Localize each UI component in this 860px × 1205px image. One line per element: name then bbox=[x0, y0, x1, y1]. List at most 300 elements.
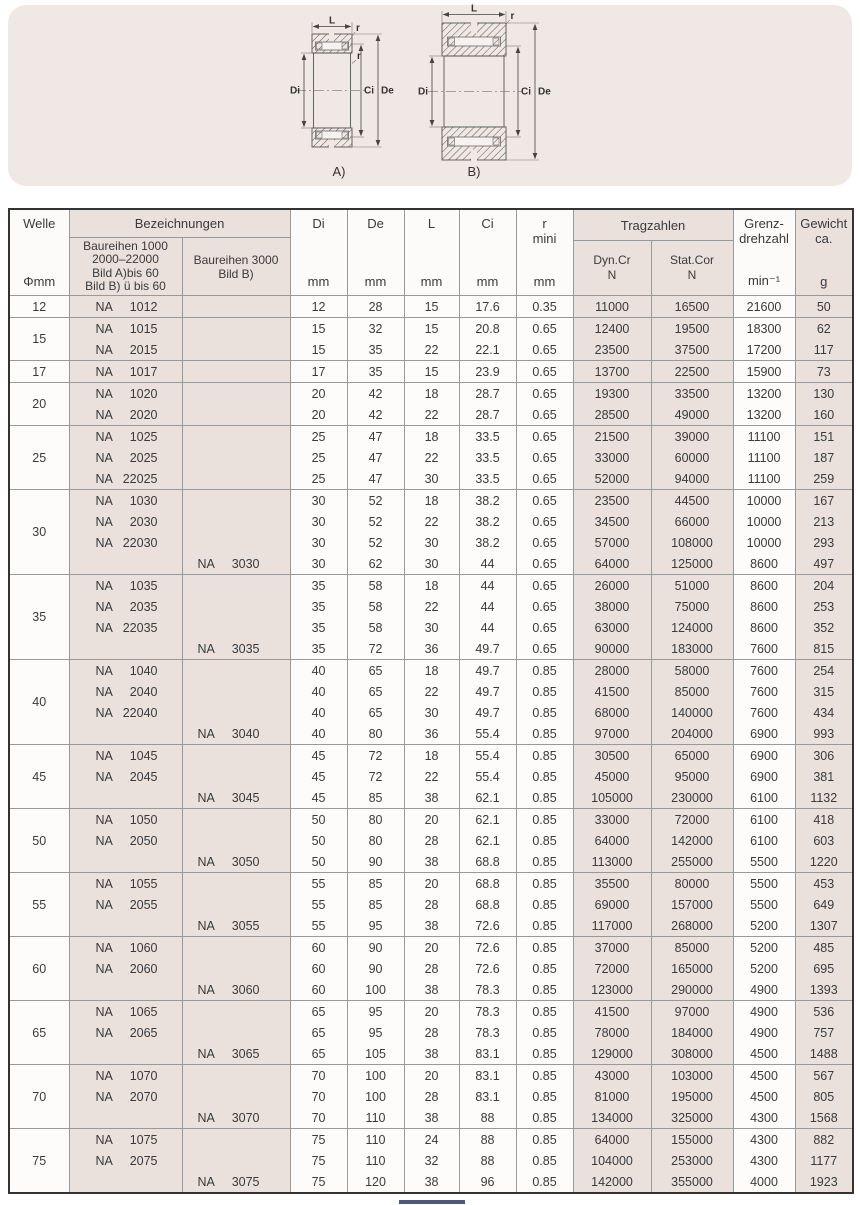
gewicht-cell: 434 bbox=[795, 702, 853, 723]
di-cell: 45 bbox=[290, 766, 347, 787]
gewicht-cell: 167 bbox=[795, 490, 853, 512]
welle-cell: 60 bbox=[9, 937, 69, 1001]
l-cell: 22 bbox=[404, 766, 459, 787]
de-cell: 85 bbox=[347, 787, 404, 809]
dyn-cr-cell: 28500 bbox=[573, 404, 651, 426]
page-footer-bar bbox=[399, 1200, 465, 1204]
table-row bbox=[9, 490, 853, 512]
gewicht-cell: 497 bbox=[795, 553, 853, 575]
gewicht-cell: 603 bbox=[795, 830, 853, 851]
welle-cell: 30 bbox=[9, 490, 69, 575]
series-number: 2025 bbox=[129, 450, 158, 465]
grenzdrehzahl-cell: 6100 bbox=[733, 787, 795, 809]
gewicht-cell: 536 bbox=[795, 1001, 853, 1023]
grenzdrehzahl-cell: 11100 bbox=[733, 468, 795, 490]
stat-cor-cell: 37500 bbox=[651, 339, 733, 361]
de-cell: 52 bbox=[347, 532, 404, 553]
di-cell: 30 bbox=[290, 532, 347, 553]
di-cell: 15 bbox=[290, 339, 347, 361]
ci-cell: 44 bbox=[459, 617, 516, 638]
designation-cell bbox=[182, 1086, 290, 1107]
header-stat-cor: Stat.Cor N bbox=[651, 241, 733, 296]
gewicht-cell: 306 bbox=[795, 745, 853, 767]
series-prefix: NA bbox=[95, 1132, 113, 1147]
r-cell: 0.65 bbox=[516, 553, 573, 575]
designation-cell bbox=[69, 766, 182, 787]
series-number: 2045 bbox=[129, 769, 158, 784]
l-cell: 18 bbox=[404, 745, 459, 767]
dyn-cr-cell: 142000 bbox=[573, 1171, 651, 1193]
l-cell: 38 bbox=[404, 979, 459, 1001]
header-tragzahlen: Tragzahlen bbox=[573, 209, 733, 241]
l-cell: 28 bbox=[404, 830, 459, 851]
designation-cell bbox=[182, 851, 290, 873]
header-baureihen-1000: Baureihen 1000 2000–22000 Bild A)bis 60 Bild B) ü bis 60 bbox=[69, 238, 182, 296]
r-cell: 0.85 bbox=[516, 745, 573, 767]
gewicht-cell: 993 bbox=[795, 723, 853, 745]
series-prefix: NA bbox=[95, 663, 113, 678]
series-prefix: NA bbox=[95, 514, 113, 529]
gewicht-cell: 381 bbox=[795, 766, 853, 787]
series-prefix: NA bbox=[95, 578, 113, 593]
l-cell: 30 bbox=[404, 468, 459, 490]
l-cell: 22 bbox=[404, 339, 459, 361]
series-prefix: NA bbox=[95, 620, 113, 635]
designation-cell bbox=[182, 660, 290, 682]
table-row bbox=[9, 339, 853, 361]
stat-cor-cell: 108000 bbox=[651, 532, 733, 553]
table-row bbox=[9, 1043, 853, 1065]
header-ci: Ci mm bbox=[459, 209, 516, 296]
stat-cor-cell: 255000 bbox=[651, 851, 733, 873]
header-grenzdrehzahl: Grenz- drehzahl min⁻¹ bbox=[733, 209, 795, 296]
series-number: 22030 bbox=[122, 535, 158, 550]
designation-cell bbox=[182, 1107, 290, 1129]
designation-cell bbox=[69, 1129, 182, 1151]
l-cell: 20 bbox=[404, 937, 459, 959]
l-cell: 28 bbox=[404, 1022, 459, 1043]
r-cell: 0.85 bbox=[516, 1022, 573, 1043]
di-cell: 40 bbox=[290, 681, 347, 702]
table-row bbox=[9, 404, 853, 426]
dyn-cr-cell: 34500 bbox=[573, 511, 651, 532]
gewicht-cell: 1132 bbox=[795, 787, 853, 809]
r-cell: 0.65 bbox=[516, 468, 573, 490]
grenzdrehzahl-cell: 4300 bbox=[733, 1150, 795, 1171]
series-prefix: NA bbox=[95, 407, 113, 422]
designation-cell bbox=[69, 660, 182, 682]
grenzdrehzahl-cell: 6100 bbox=[733, 830, 795, 851]
ci-cell: 88 bbox=[459, 1129, 516, 1151]
r-cell: 0.85 bbox=[516, 681, 573, 702]
l-cell: 22 bbox=[404, 404, 459, 426]
dyn-cr-cell: 43000 bbox=[573, 1065, 651, 1087]
designation-cell bbox=[182, 894, 290, 915]
r-cell: 0.85 bbox=[516, 660, 573, 682]
series-prefix: NA bbox=[95, 321, 113, 336]
dyn-cr-cell: 63000 bbox=[573, 617, 651, 638]
series-prefix: NA bbox=[197, 726, 215, 741]
r-cell: 0.85 bbox=[516, 1129, 573, 1151]
l-cell: 32 bbox=[404, 1150, 459, 1171]
ci-cell: 38.2 bbox=[459, 511, 516, 532]
dyn-cr-cell: 37000 bbox=[573, 937, 651, 959]
stat-cor-cell: 22500 bbox=[651, 361, 733, 383]
designation-cell bbox=[69, 426, 182, 448]
designation-cell bbox=[69, 1107, 182, 1129]
designation-cell bbox=[69, 937, 182, 959]
de-cell: 72 bbox=[347, 745, 404, 767]
series-number: 2015 bbox=[129, 342, 158, 357]
r-cell: 0.85 bbox=[516, 1086, 573, 1107]
table-row bbox=[9, 1171, 853, 1193]
di-cell: 75 bbox=[290, 1129, 347, 1151]
r-cell: 0.65 bbox=[516, 339, 573, 361]
header-welle-label: Welle bbox=[23, 216, 56, 231]
l-cell: 38 bbox=[404, 851, 459, 873]
l-cell: 20 bbox=[404, 873, 459, 895]
r-cell: 0.85 bbox=[516, 830, 573, 851]
grenzdrehzahl-cell: 21600 bbox=[733, 296, 795, 318]
designation-cell bbox=[182, 361, 290, 383]
grenzdrehzahl-cell: 7600 bbox=[733, 702, 795, 723]
dyn-cr-cell: 113000 bbox=[573, 851, 651, 873]
designation-cell bbox=[182, 830, 290, 851]
stat-cor-cell: 94000 bbox=[651, 468, 733, 490]
stat-cor-cell: 355000 bbox=[651, 1171, 733, 1193]
l-cell: 38 bbox=[404, 1107, 459, 1129]
series-prefix: NA bbox=[95, 897, 113, 912]
gewicht-cell: 50 bbox=[795, 296, 853, 318]
designation-cell bbox=[182, 787, 290, 809]
grenzdrehzahl-cell: 7600 bbox=[733, 660, 795, 682]
series-prefix: NA bbox=[95, 386, 113, 401]
r-cell: 0.65 bbox=[516, 383, 573, 405]
dim-label-de: De bbox=[381, 85, 394, 97]
r-cell: 0.65 bbox=[516, 617, 573, 638]
designation-cell bbox=[69, 979, 182, 1001]
welle-cell: 20 bbox=[9, 383, 69, 426]
grenzdrehzahl-cell: 8600 bbox=[733, 553, 795, 575]
r-cell: 0.85 bbox=[516, 1065, 573, 1087]
gewicht-cell: 418 bbox=[795, 809, 853, 831]
table-row bbox=[9, 809, 853, 831]
di-cell: 75 bbox=[290, 1171, 347, 1193]
de-cell: 62 bbox=[347, 553, 404, 575]
series-number: 1025 bbox=[129, 429, 158, 444]
di-cell: 12 bbox=[290, 296, 347, 318]
designation-cell bbox=[69, 596, 182, 617]
stat-cor-cell: 124000 bbox=[651, 617, 733, 638]
designation-cell bbox=[182, 638, 290, 660]
dyn-cr-cell: 78000 bbox=[573, 1022, 651, 1043]
series-number: 22025 bbox=[122, 471, 158, 486]
welle-cell: 17 bbox=[9, 361, 69, 383]
welle-cell: 70 bbox=[9, 1065, 69, 1129]
designation-cell bbox=[182, 681, 290, 702]
r-cell: 0.65 bbox=[516, 490, 573, 512]
designation-cell bbox=[182, 296, 290, 318]
ci-cell: 33.5 bbox=[459, 468, 516, 490]
table-row bbox=[9, 979, 853, 1001]
table-row bbox=[9, 937, 853, 959]
stat-cor-cell: 66000 bbox=[651, 511, 733, 532]
r-cell: 0.35 bbox=[516, 296, 573, 318]
gewicht-cell: 259 bbox=[795, 468, 853, 490]
grenzdrehzahl-cell: 13200 bbox=[733, 383, 795, 405]
series-prefix: NA bbox=[95, 1089, 113, 1104]
designation-cell bbox=[182, 702, 290, 723]
dyn-cr-cell: 41500 bbox=[573, 681, 651, 702]
table-row bbox=[9, 851, 853, 873]
dim-label-di: Di bbox=[290, 85, 300, 97]
stat-cor-cell: 103000 bbox=[651, 1065, 733, 1087]
designation-cell bbox=[69, 1043, 182, 1065]
r-cell: 0.85 bbox=[516, 958, 573, 979]
r-cell: 0.85 bbox=[516, 979, 573, 1001]
designation-cell bbox=[182, 426, 290, 448]
di-cell: 25 bbox=[290, 447, 347, 468]
grenzdrehzahl-cell: 4900 bbox=[733, 979, 795, 1001]
de-cell: 100 bbox=[347, 1086, 404, 1107]
ci-cell: 72.6 bbox=[459, 958, 516, 979]
welle-cell: 12 bbox=[9, 296, 69, 318]
r-cell: 0.85 bbox=[516, 1107, 573, 1129]
de-cell: 65 bbox=[347, 681, 404, 702]
stat-cor-cell: 65000 bbox=[651, 745, 733, 767]
gewicht-cell: 1220 bbox=[795, 851, 853, 873]
gewicht-cell: 352 bbox=[795, 617, 853, 638]
bearing-diagrams bbox=[0, 0, 860, 195]
table-row bbox=[9, 1001, 853, 1023]
ci-cell: 55.4 bbox=[459, 723, 516, 745]
grenzdrehzahl-cell: 6900 bbox=[733, 745, 795, 767]
stat-cor-cell: 142000 bbox=[651, 830, 733, 851]
di-cell: 25 bbox=[290, 426, 347, 448]
dim-label-ci: Ci bbox=[364, 85, 374, 97]
series-number: 2060 bbox=[129, 961, 158, 976]
grenzdrehzahl-cell: 4500 bbox=[733, 1086, 795, 1107]
de-cell: 120 bbox=[347, 1171, 404, 1193]
grenzdrehzahl-cell: 7600 bbox=[733, 681, 795, 702]
l-cell: 28 bbox=[404, 894, 459, 915]
ci-cell: 72.6 bbox=[459, 915, 516, 937]
dyn-cr-cell: 72000 bbox=[573, 958, 651, 979]
ci-cell: 33.5 bbox=[459, 447, 516, 468]
r-cell: 0.65 bbox=[516, 361, 573, 383]
designation-cell bbox=[182, 766, 290, 787]
gewicht-cell: 117 bbox=[795, 339, 853, 361]
l-cell: 38 bbox=[404, 787, 459, 809]
designation-cell bbox=[69, 318, 182, 340]
ci-cell: 38.2 bbox=[459, 532, 516, 553]
de-cell: 110 bbox=[347, 1107, 404, 1129]
dyn-cr-cell: 33000 bbox=[573, 447, 651, 468]
designation-cell bbox=[182, 979, 290, 1001]
grenzdrehzahl-cell: 7600 bbox=[733, 638, 795, 660]
designation-cell bbox=[69, 702, 182, 723]
grenzdrehzahl-cell: 10000 bbox=[733, 490, 795, 512]
di-cell: 30 bbox=[290, 511, 347, 532]
dyn-cr-cell: 38000 bbox=[573, 596, 651, 617]
table-row bbox=[9, 1022, 853, 1043]
ci-cell: 22.1 bbox=[459, 339, 516, 361]
welle-cell: 35 bbox=[9, 575, 69, 660]
series-prefix: NA bbox=[197, 918, 215, 933]
ci-cell: 23.9 bbox=[459, 361, 516, 383]
de-cell: 90 bbox=[347, 937, 404, 959]
table-row bbox=[9, 361, 853, 383]
designation-cell bbox=[182, 1171, 290, 1193]
de-cell: 85 bbox=[347, 894, 404, 915]
series-number: 2065 bbox=[129, 1025, 158, 1040]
stat-cor-cell: 204000 bbox=[651, 723, 733, 745]
grenzdrehzahl-cell: 17200 bbox=[733, 339, 795, 361]
series-prefix: NA bbox=[95, 769, 113, 784]
dyn-cr-cell: 52000 bbox=[573, 468, 651, 490]
series-number: 1050 bbox=[129, 812, 158, 827]
series-prefix: NA bbox=[95, 535, 113, 550]
dim-label-l: L bbox=[328, 15, 336, 27]
r-cell: 0.85 bbox=[516, 1171, 573, 1193]
stat-cor-cell: 39000 bbox=[651, 426, 733, 448]
ci-cell: 49.7 bbox=[459, 681, 516, 702]
di-cell: 30 bbox=[290, 490, 347, 512]
table-row bbox=[9, 447, 853, 468]
designation-cell bbox=[182, 1150, 290, 1171]
designation-cell bbox=[69, 296, 182, 318]
r-cell: 0.85 bbox=[516, 894, 573, 915]
ci-cell: 78.3 bbox=[459, 979, 516, 1001]
dyn-cr-cell: 19300 bbox=[573, 383, 651, 405]
series-prefix: NA bbox=[95, 450, 113, 465]
designation-cell bbox=[69, 830, 182, 851]
ci-cell: 72.6 bbox=[459, 937, 516, 959]
stat-cor-cell: 184000 bbox=[651, 1022, 733, 1043]
di-cell: 70 bbox=[290, 1107, 347, 1129]
designation-cell bbox=[182, 1065, 290, 1087]
designation-cell bbox=[69, 575, 182, 597]
table-row bbox=[9, 553, 853, 575]
di-cell: 70 bbox=[290, 1086, 347, 1107]
series-prefix: NA bbox=[95, 493, 113, 508]
series-prefix: NA bbox=[95, 1025, 113, 1040]
di-cell: 50 bbox=[290, 809, 347, 831]
l-cell: 20 bbox=[404, 809, 459, 831]
dyn-cr-cell: 45000 bbox=[573, 766, 651, 787]
designation-cell bbox=[182, 809, 290, 831]
ci-cell: 83.1 bbox=[459, 1043, 516, 1065]
drawing-b bbox=[418, 4, 551, 180]
ci-cell: 17.6 bbox=[459, 296, 516, 318]
de-cell: 100 bbox=[347, 979, 404, 1001]
de-cell: 65 bbox=[347, 660, 404, 682]
header-welle bbox=[9, 209, 69, 296]
dyn-cr-cell: 97000 bbox=[573, 723, 651, 745]
designation-cell bbox=[182, 873, 290, 895]
header-bezeichnungen: Bezeichnungen bbox=[69, 209, 290, 238]
designation-cell bbox=[182, 596, 290, 617]
dyn-cr-cell: 105000 bbox=[573, 787, 651, 809]
l-cell: 30 bbox=[404, 617, 459, 638]
r-cell: 0.65 bbox=[516, 426, 573, 448]
designation-cell bbox=[182, 318, 290, 340]
grenzdrehzahl-cell: 10000 bbox=[733, 532, 795, 553]
grenzdrehzahl-cell: 10000 bbox=[733, 511, 795, 532]
ci-cell: 83.1 bbox=[459, 1065, 516, 1087]
dyn-cr-cell: 33000 bbox=[573, 809, 651, 831]
grenzdrehzahl-cell: 4000 bbox=[733, 1171, 795, 1193]
dyn-cr-cell: 117000 bbox=[573, 915, 651, 937]
series-prefix: NA bbox=[197, 1174, 215, 1189]
designation-cell bbox=[69, 1150, 182, 1171]
de-cell: 90 bbox=[347, 958, 404, 979]
dyn-cr-cell: 69000 bbox=[573, 894, 651, 915]
grenzdrehzahl-cell: 4500 bbox=[733, 1065, 795, 1087]
r-cell: 0.85 bbox=[516, 766, 573, 787]
stat-cor-cell: 157000 bbox=[651, 894, 733, 915]
series-prefix: NA bbox=[95, 684, 113, 699]
r-cell: 0.85 bbox=[516, 723, 573, 745]
series-number: 1035 bbox=[129, 578, 158, 593]
designation-cell bbox=[69, 894, 182, 915]
dim-label-r: r bbox=[357, 51, 361, 62]
grenzdrehzahl-cell: 5500 bbox=[733, 851, 795, 873]
designation-cell bbox=[182, 1043, 290, 1065]
de-cell: 110 bbox=[347, 1129, 404, 1151]
l-cell: 38 bbox=[404, 915, 459, 937]
series-number: 22040 bbox=[122, 705, 158, 720]
dyn-cr-cell: 26000 bbox=[573, 575, 651, 597]
l-cell: 18 bbox=[404, 490, 459, 512]
di-cell: 35 bbox=[290, 575, 347, 597]
de-cell: 47 bbox=[347, 426, 404, 448]
table-row bbox=[9, 1150, 853, 1171]
ci-cell: 96 bbox=[459, 1171, 516, 1193]
series-prefix: NA bbox=[95, 748, 113, 763]
dim-label-di: Di bbox=[418, 86, 428, 98]
ci-cell: 62.1 bbox=[459, 830, 516, 851]
grenzdrehzahl-cell: 18300 bbox=[733, 318, 795, 340]
designation-cell bbox=[69, 532, 182, 553]
series-number: 3030 bbox=[231, 556, 260, 571]
series-number: 1055 bbox=[129, 876, 158, 891]
gewicht-cell: 1177 bbox=[795, 1150, 853, 1171]
stat-cor-cell: 75000 bbox=[651, 596, 733, 617]
stat-cor-cell: 80000 bbox=[651, 873, 733, 895]
welle-cell: 15 bbox=[9, 318, 69, 361]
series-prefix: NA bbox=[95, 1153, 113, 1168]
designation-cell bbox=[69, 1065, 182, 1087]
gewicht-cell: 1568 bbox=[795, 1107, 853, 1129]
di-cell: 15 bbox=[290, 318, 347, 340]
r-cell: 0.65 bbox=[516, 318, 573, 340]
series-prefix: NA bbox=[197, 854, 215, 869]
designation-cell bbox=[69, 490, 182, 512]
grenzdrehzahl-cell: 6900 bbox=[733, 766, 795, 787]
welle-cell: 40 bbox=[9, 660, 69, 745]
series-number: 2020 bbox=[129, 407, 158, 422]
series-number: 3065 bbox=[231, 1046, 260, 1061]
gewicht-cell: 130 bbox=[795, 383, 853, 405]
r-cell: 0.65 bbox=[516, 638, 573, 660]
stat-cor-cell: 95000 bbox=[651, 766, 733, 787]
l-cell: 18 bbox=[404, 660, 459, 682]
stat-cor-cell: 97000 bbox=[651, 1001, 733, 1023]
series-prefix: NA bbox=[95, 1068, 113, 1083]
table-row bbox=[9, 575, 853, 597]
di-cell: 40 bbox=[290, 660, 347, 682]
